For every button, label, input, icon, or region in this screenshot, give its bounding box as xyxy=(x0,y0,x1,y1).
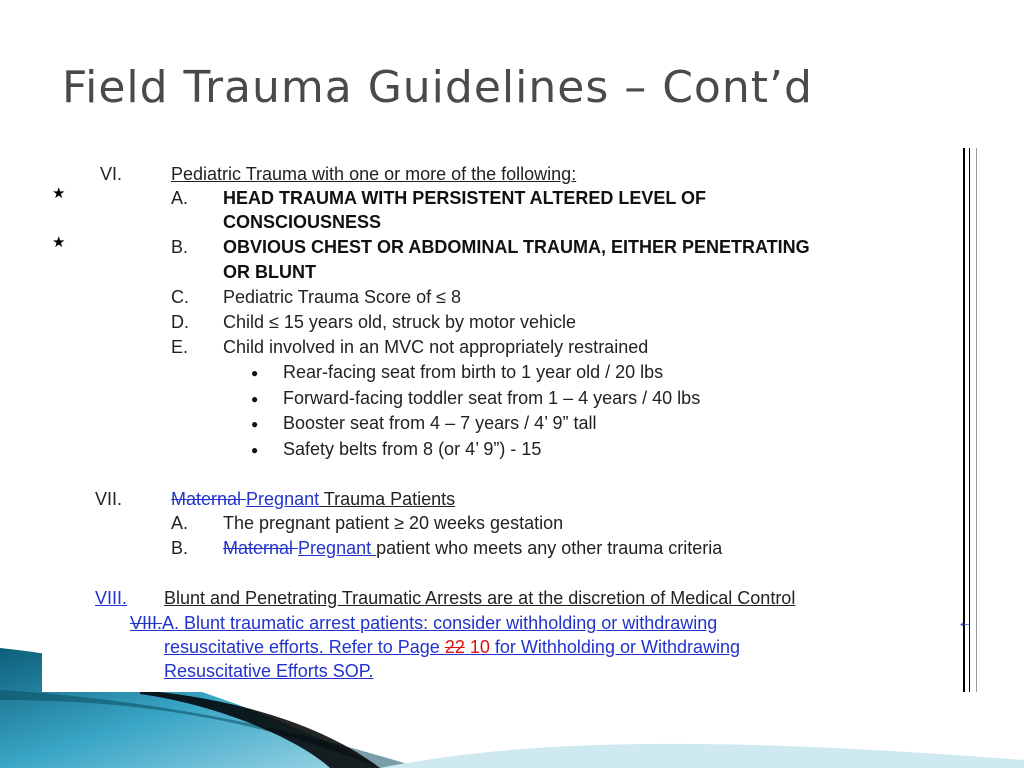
struck-text: Maternal xyxy=(171,489,247,509)
sub-text: resuscitative efforts. Refer to Page xyxy=(164,637,445,657)
change-bar-right xyxy=(969,148,970,692)
item-vi-b-line2: OR BLUNT xyxy=(223,262,316,282)
item-vi-a-line1: HEAD TRAUMA WITH PERSISTENT ALTERED LEVEL OF xyxy=(223,188,707,208)
item-vi-a-letter: A. xyxy=(171,188,189,208)
section-vi-numeral: VI. xyxy=(100,164,123,184)
item-vii-a-letter: A. xyxy=(171,513,189,533)
item-vi-a-line2: CONSCIOUSNESS xyxy=(223,212,382,232)
section-viii-sub-line3: Resuscitative Efforts SOP. xyxy=(164,661,374,681)
heading-rest: Trauma Patients xyxy=(319,489,456,509)
bullet-item: Booster seat from 4 – 7 years / 4’ 9” tall xyxy=(283,413,597,433)
bullet-icon: ● xyxy=(251,417,259,431)
inserted-text: Pregnant xyxy=(298,538,377,558)
section-vii-heading xyxy=(171,489,455,510)
arrow-left-icon: ← xyxy=(957,614,973,631)
new-page-number: 10 xyxy=(469,637,490,657)
section-vii-numeral: VII. xyxy=(95,489,123,509)
inserted-text: Pregnant xyxy=(246,489,320,509)
item-vii-b-letter: B. xyxy=(171,538,189,558)
item-vi-c-text: Pediatric Trauma Score of ≤ 8 xyxy=(223,287,461,307)
bullet-icon: ● xyxy=(251,443,259,457)
old-page-number: 22 xyxy=(444,637,465,657)
bullet-item: Rear-facing seat from birth to 1 year old / 20 lbs xyxy=(283,362,664,382)
bullet-icon: ● xyxy=(251,392,259,406)
bullet-item: Forward-facing toddler seat from 1 – 4 years / 40 lbs xyxy=(283,388,701,408)
section-viii-numeral: VIII. xyxy=(95,588,128,608)
struck-text: Maternal xyxy=(223,538,299,558)
section-viii-heading: Blunt and Penetrating Traumatic Arrests are at the discretion of Medical Control xyxy=(164,588,796,608)
item-vi-d-letter: D. xyxy=(171,312,189,332)
item-vi-b-letter: B. xyxy=(171,237,189,257)
page-edge xyxy=(976,148,977,692)
star-icon: ★ xyxy=(52,185,66,202)
section-vi-heading: Pediatric Trauma with one or more of the following: xyxy=(171,164,577,184)
star-icon: ★ xyxy=(52,234,66,251)
sub-text: for Withholding or Withdrawing xyxy=(489,637,740,657)
item-vii-a-text: The pregnant patient ≥ 20 weeks gestation xyxy=(223,513,564,533)
sub-text: A. Blunt traumatic arrest patients: consider withholding or withdrawing xyxy=(162,613,718,633)
section-viii-sub-line1 xyxy=(130,613,717,634)
change-bar-left xyxy=(963,148,965,692)
item-vi-e-letter: E. xyxy=(171,337,189,357)
item-vi-c-letter: C. xyxy=(171,287,189,307)
bullet-icon: ● xyxy=(251,366,259,380)
item-vi-e-text: Child involved in an MVC not appropriately restrained xyxy=(223,337,649,357)
bullet-item: Safety belts from 8 (or 4’ 9”) - 15 xyxy=(283,439,542,459)
section-viii-sub-line2 xyxy=(164,637,740,658)
item-vi-d-text: Child ≤ 15 years old, struck by motor vehicle xyxy=(223,312,577,332)
slide-title: Field Trauma Guidelines – Cont’d xyxy=(62,62,813,113)
item-rest: patient who meets any other trauma criteria xyxy=(376,538,723,558)
struck-text: VIII. xyxy=(130,613,163,633)
item-vii-b-text xyxy=(223,538,722,559)
item-vi-b-line1: OBVIOUS CHEST OR ABDOMINAL TRAUMA, EITHER PENETRATING xyxy=(223,237,810,257)
